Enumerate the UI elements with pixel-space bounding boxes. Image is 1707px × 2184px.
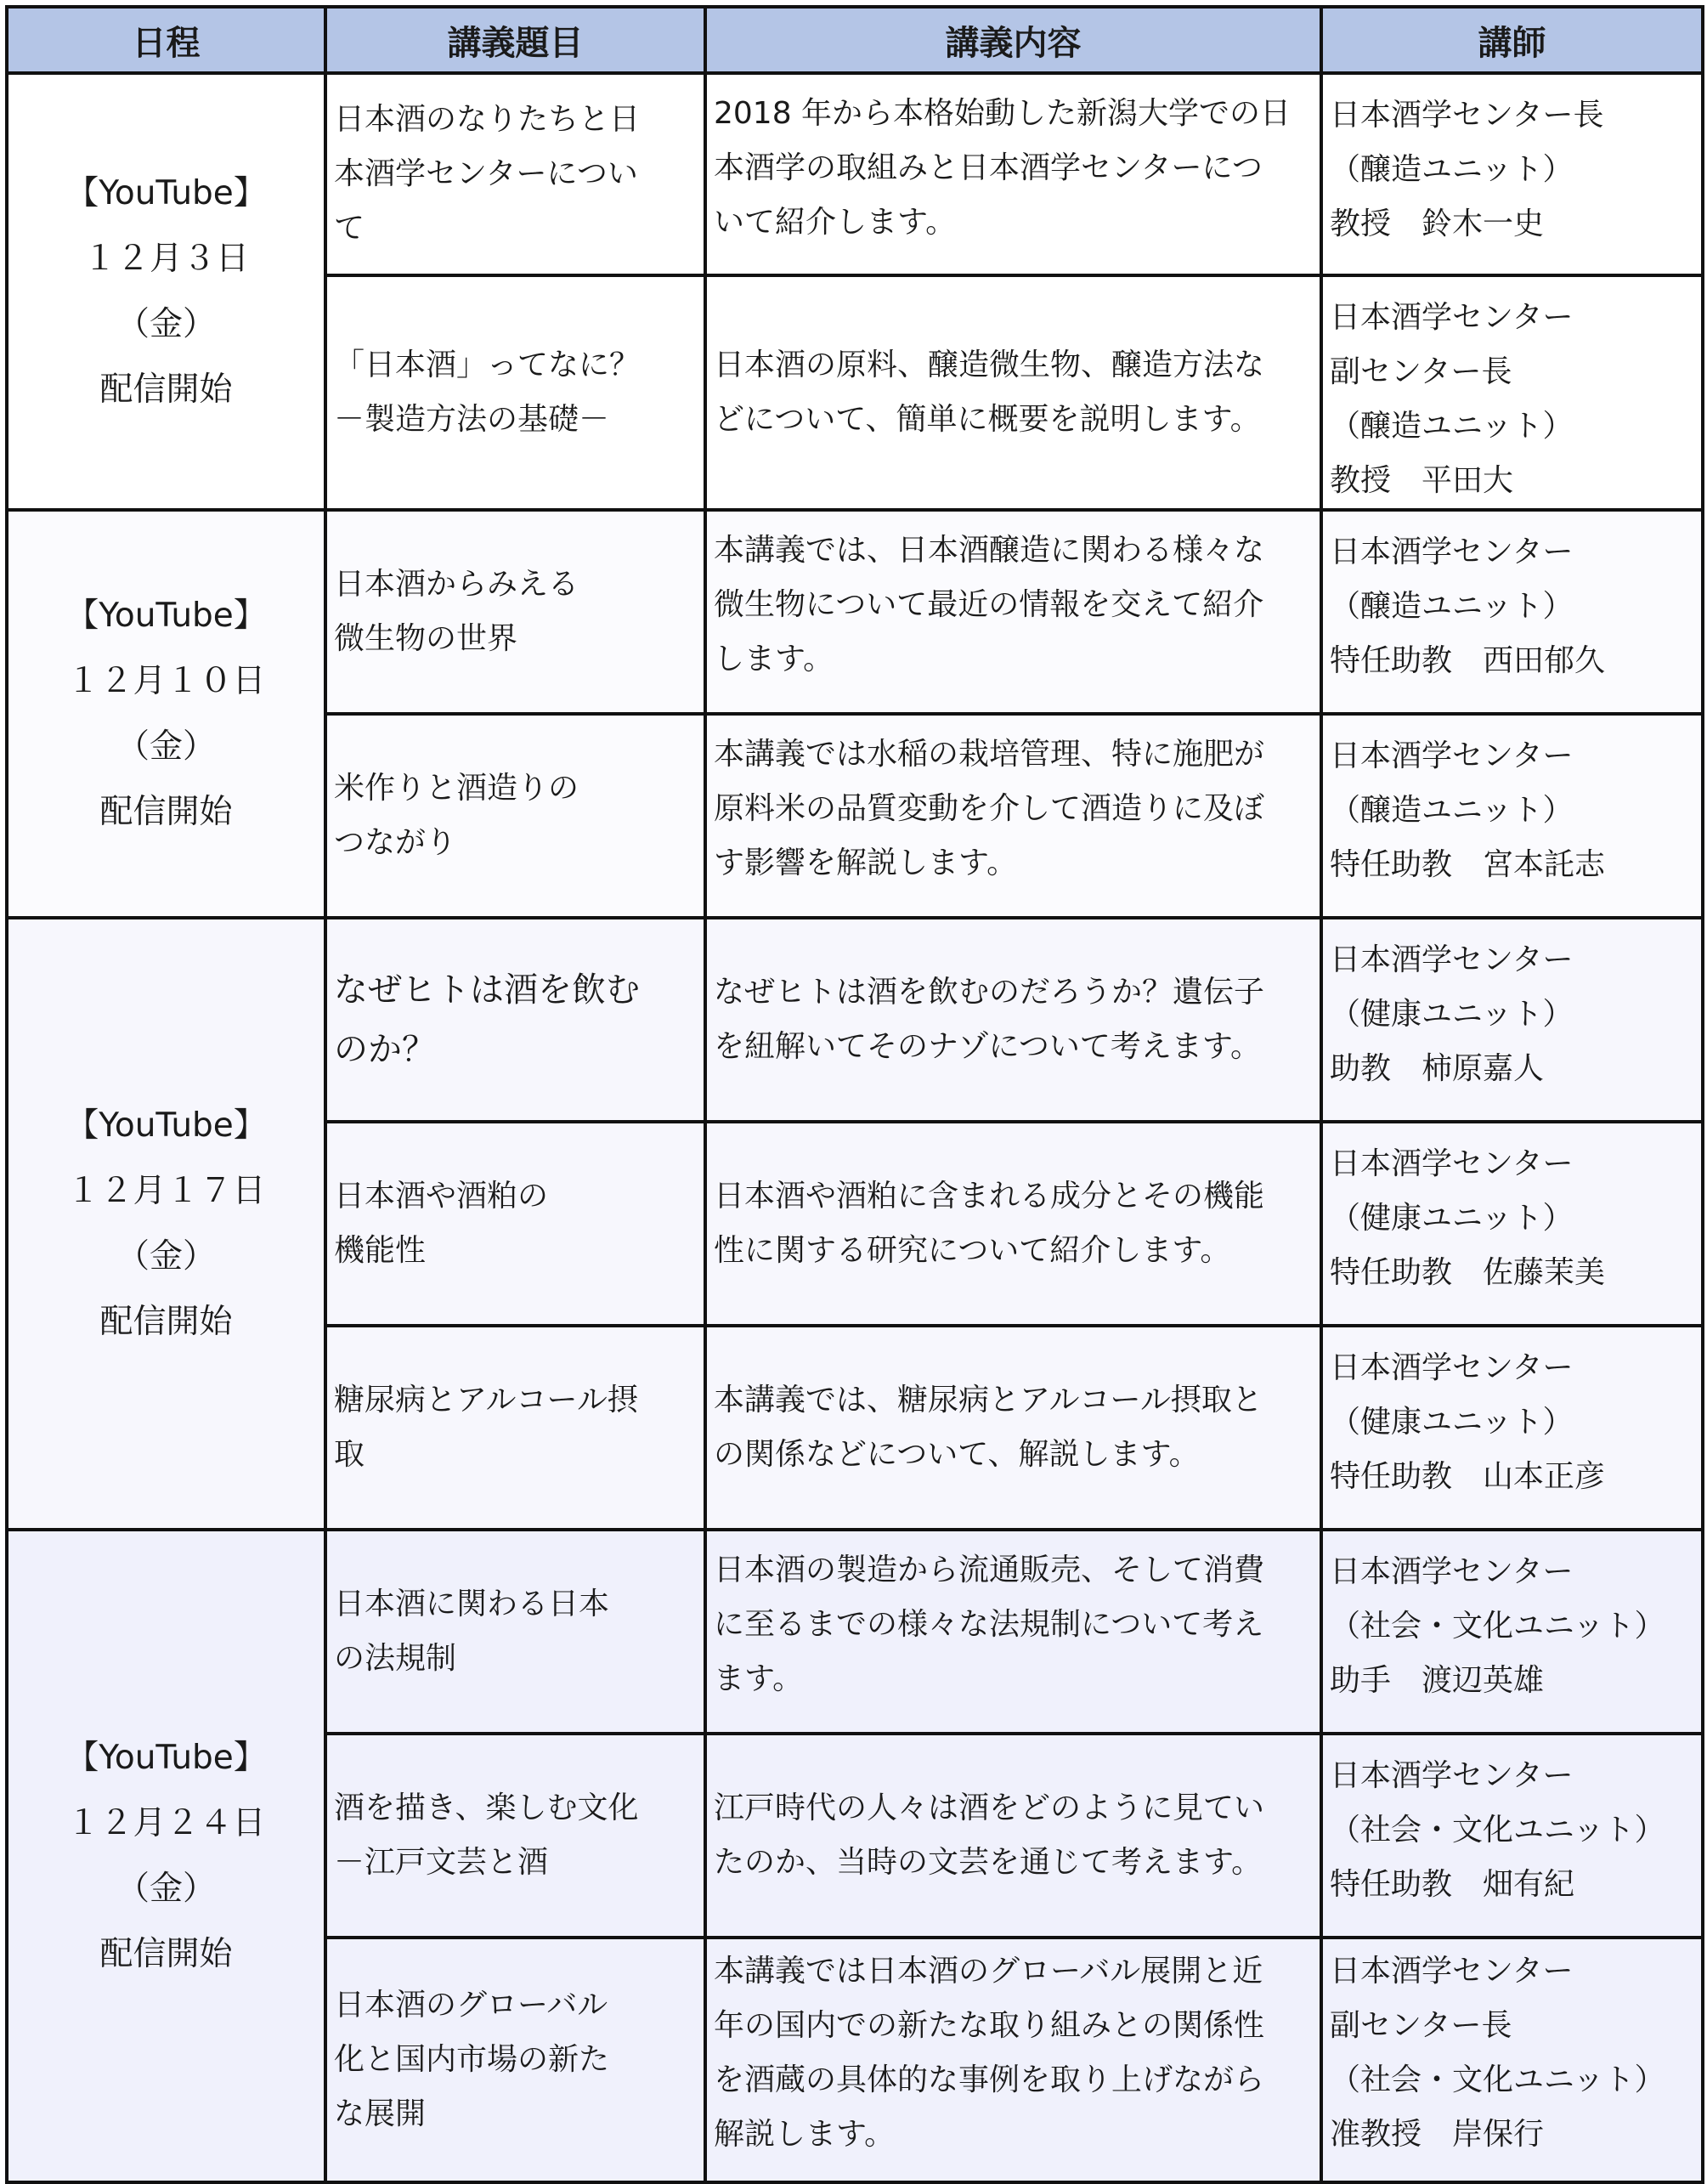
- lecture-title-line: 日本酒のグローバル: [334, 1988, 608, 2023]
- lecture-title: [325, 918, 705, 1122]
- lecture-title-line: 本酒学センターについ: [334, 156, 638, 191]
- instructor-line: （醸造ユニット）: [1330, 793, 1574, 828]
- lecture-content-line: 解説します。: [714, 2117, 896, 2152]
- lecture-content-line: を紐解いてそのナゾについて考えます。: [714, 1029, 1262, 1064]
- lecture-title-line: 日本酒に関わる日本: [334, 1587, 610, 1621]
- instructor-line: 日本酒学センター: [1330, 1758, 1574, 1793]
- instructor-line: 准教授 岸保行: [1330, 2117, 1545, 2152]
- instructor-line: 日本酒学センター: [1330, 738, 1574, 773]
- session-date-line: （金）: [116, 727, 216, 766]
- session-date-line: １２月１７日: [66, 1172, 266, 1210]
- lecture-title: [325, 1938, 705, 2182]
- session-date-line: （金）: [116, 305, 216, 343]
- instructor-line: （社会・文化ユニット）: [1330, 1813, 1665, 1847]
- lecture-title-line: －江戸文芸と酒: [334, 1845, 549, 1880]
- instructor-line: 日本酒学センター: [1330, 300, 1574, 335]
- lecture-content-line: を酒蔵の具体的な事例を取り上げながら: [714, 2062, 1265, 2097]
- header-title: 講義題目: [325, 7, 705, 73]
- session-date-line: １２月３日: [82, 240, 249, 278]
- lecture-content-line: に至るまでの様々な法規制について考え: [714, 1607, 1264, 1642]
- session-date: [7, 73, 325, 510]
- lecture-content-line: 日本酒の製造から流通販売、そして消費: [714, 1553, 1265, 1587]
- instructor-line: 特任助教 山本正彦: [1330, 1459, 1606, 1494]
- table-row: [7, 918, 1703, 1122]
- lecture-title-line: 酒を描き、楽しむ文化: [334, 1791, 639, 1825]
- lecture-instructor: [1321, 918, 1703, 1122]
- instructor-line: 特任助教 西田郁久: [1330, 643, 1606, 678]
- lecture-title: [325, 714, 705, 918]
- header-instructor: 講師: [1321, 7, 1703, 73]
- lecture-content-line: 原料米の品質変動を介して酒造りに及ぼ: [714, 791, 1265, 826]
- lecture-instructor: [1321, 1530, 1703, 1734]
- instructor-line: 教授 平田大: [1330, 463, 1514, 498]
- lecture-content: [705, 918, 1321, 1122]
- lecture-content-line: 江戸時代の人々は酒をどのように見てい: [714, 1791, 1265, 1825]
- instructor-line: 日本酒学センター: [1330, 1954, 1574, 1989]
- lecture-title-line: 微生物の世界: [334, 621, 518, 656]
- lecture-content-line: 本講義では日本酒のグローバル展開と近: [714, 1954, 1263, 1989]
- lecture-content-line: 本講義では、日本酒醸造に関わる様々な: [714, 533, 1265, 568]
- lecture-content-line: 本講義では水稲の栽培管理、特に施肥が: [714, 737, 1265, 772]
- instructor-line: （健康ユニット）: [1330, 997, 1574, 1032]
- instructor-line: （社会・文化ユニット）: [1330, 2062, 1665, 2097]
- lecture-content: [705, 1734, 1321, 1938]
- lecture-content: [705, 1530, 1321, 1734]
- lecture-content-line: す影響を解説します。: [714, 846, 1018, 880]
- lecture-title-line: のか？: [334, 1030, 436, 1069]
- session-date-line: １２月２４日: [66, 1804, 266, 1842]
- header-row: [7, 7, 1703, 73]
- lecture-content-line: 年の国内での新たな取り組みとの関係性: [714, 2008, 1265, 2043]
- instructor-line: 日本酒学センター長: [1330, 98, 1604, 133]
- lecture-title-line: 取: [334, 1437, 365, 1472]
- lecture-title-line: 化と国内市場の新た: [334, 2042, 610, 2077]
- lecture-title: [325, 73, 705, 275]
- lecture-content: [705, 1938, 1321, 2182]
- lecture-content-line: 日本酒の原料、醸造微生物、醸造方法な: [714, 348, 1265, 382]
- lecture-title-line: 機能性: [334, 1233, 427, 1268]
- lecture-instructor: [1321, 275, 1703, 510]
- lecture-title-line: な展開: [334, 2096, 427, 2131]
- lecture-title: [325, 510, 705, 714]
- instructor-line: 助手 渡辺英雄: [1330, 1663, 1545, 1698]
- header-content: 講義内容: [705, 7, 1321, 73]
- lecture-content-line: ます。: [714, 1661, 804, 1696]
- lecture-instructor: [1321, 1734, 1703, 1938]
- lecture-title: [325, 1326, 705, 1530]
- instructor-line: 特任助教 畑有紀: [1330, 1867, 1575, 1902]
- lecture-title-line: の法規制: [334, 1641, 457, 1676]
- table-row: [7, 73, 1703, 275]
- session-date-line: 【YouTube】: [65, 1106, 267, 1145]
- lecture-content-line: どについて、簡単に概要を説明します。: [714, 402, 1261, 437]
- lecture-title-line: 糖尿病とアルコール摂: [334, 1383, 638, 1417]
- instructor-line: 副センター長: [1330, 2008, 1512, 2043]
- lecture-content-line: たのか、当時の文芸を通じて考えます。: [714, 1845, 1263, 1880]
- table-row: [7, 510, 1703, 714]
- session-date-line: 配信開始: [99, 1303, 233, 1341]
- instructor-line: 日本酒学センター: [1330, 1554, 1574, 1589]
- lecture-content-line: の関係などについて、解説します。: [714, 1437, 1200, 1472]
- lecture-instructor: [1321, 1122, 1703, 1326]
- lecture-title-line: て: [334, 211, 365, 246]
- lecture-instructor: [1321, 1326, 1703, 1530]
- lecture-title-line: 日本酒からみえる: [334, 567, 579, 602]
- lecture-schedule-table: [5, 5, 1704, 2184]
- instructor-line: 特任助教 佐藤茉美: [1330, 1255, 1606, 1290]
- lecture-content: [705, 73, 1321, 275]
- session-date: [7, 918, 325, 1530]
- lecture-title-line: つながり: [334, 825, 457, 860]
- lecture-title-line: 「日本酒」ってなに？: [334, 348, 641, 382]
- session-date-line: １２月１０日: [66, 662, 266, 700]
- lecture-title-line: －製造方法の基礎－: [334, 402, 610, 437]
- session-date-line: 配信開始: [99, 793, 233, 831]
- instructor-line: 日本酒学センター: [1330, 942, 1574, 977]
- session-date: [7, 510, 325, 918]
- session-date-line: 【YouTube】: [65, 597, 267, 635]
- lecture-instructor: [1321, 714, 1703, 918]
- lecture-title-line: 米作りと酒造りの: [334, 771, 579, 806]
- lecture-title: [325, 1530, 705, 1734]
- instructor-line: 日本酒学センター: [1330, 535, 1574, 569]
- lecture-title: [325, 1734, 705, 1938]
- instructor-line: 特任助教 宮本託志: [1330, 847, 1606, 882]
- header-schedule: 日程: [7, 7, 325, 73]
- lecture-instructor: [1321, 510, 1703, 714]
- lecture-content: [705, 510, 1321, 714]
- lecture-content-line: 日本酒や酒粕に含まれる成分とその機能: [714, 1179, 1265, 1214]
- lecture-content-line: いて紹介します。: [714, 205, 957, 240]
- lecture-title-line: 日本酒のなりたちと日: [334, 102, 641, 137]
- lecture-content-line: 本酒学の取組みと日本酒学センターにつ: [714, 150, 1263, 185]
- session-date-line: 【YouTube】: [65, 174, 267, 212]
- session-date-line: （金）: [116, 1237, 216, 1276]
- instructor-line: 教授 鈴木一史: [1330, 207, 1545, 241]
- instructor-line: 副センター長: [1330, 354, 1512, 389]
- lecture-content-line: します。: [714, 642, 834, 676]
- lecture-content: [705, 1326, 1321, 1530]
- lecture-content: [705, 1122, 1321, 1326]
- lecture-content-line: なぜヒトは酒を飲むのだろうか？遺伝子: [714, 975, 1265, 1010]
- lecture-title-line: なぜヒトは酒を飲む: [334, 970, 640, 1010]
- table-row: [7, 1530, 1703, 1734]
- instructor-line: （醸造ユニット）: [1330, 152, 1574, 187]
- lecture-instructor: [1321, 1938, 1703, 2182]
- instructor-line: 日本酒学センター: [1330, 1146, 1574, 1181]
- instructor-line: （社会・文化ユニット）: [1330, 1609, 1665, 1644]
- instructor-line: 助教 柿原嘉人: [1330, 1051, 1545, 1086]
- lecture-content-line: 本講義では、糖尿病とアルコール摂取と: [714, 1383, 1263, 1417]
- lecture-content-line: 性に関する研究について紹介します。: [714, 1233, 1231, 1268]
- instructor-line: （健康ユニット）: [1330, 1201, 1574, 1236]
- lecture-content: [705, 714, 1321, 918]
- lecture-title-line: 日本酒や酒粕の: [334, 1179, 549, 1214]
- session-date: [7, 1530, 325, 2182]
- instructor-line: （醸造ユニット）: [1330, 589, 1574, 624]
- session-date-line: （金）: [116, 1870, 216, 1908]
- lecture-content: [705, 275, 1321, 510]
- session-date-line: 配信開始: [99, 371, 233, 409]
- lecture-title: [325, 275, 705, 510]
- lecture-instructor: [1321, 73, 1703, 275]
- session-date-line: 【YouTube】: [65, 1739, 267, 1777]
- instructor-line: （健康ユニット）: [1330, 1405, 1574, 1440]
- lecture-content-line: 2018 年から本格始動した新潟大学での日: [714, 96, 1292, 131]
- session-date-line: 配信開始: [99, 1935, 233, 1973]
- lecture-content-line: 微生物について最近の情報を交えて紹介: [714, 587, 1264, 622]
- instructor-line: （醸造ユニット）: [1330, 409, 1574, 444]
- instructor-line: 日本酒学センター: [1330, 1350, 1574, 1385]
- lecture-title: [325, 1122, 705, 1326]
- lecture-schedule-sheet: [5, 5, 1701, 2170]
